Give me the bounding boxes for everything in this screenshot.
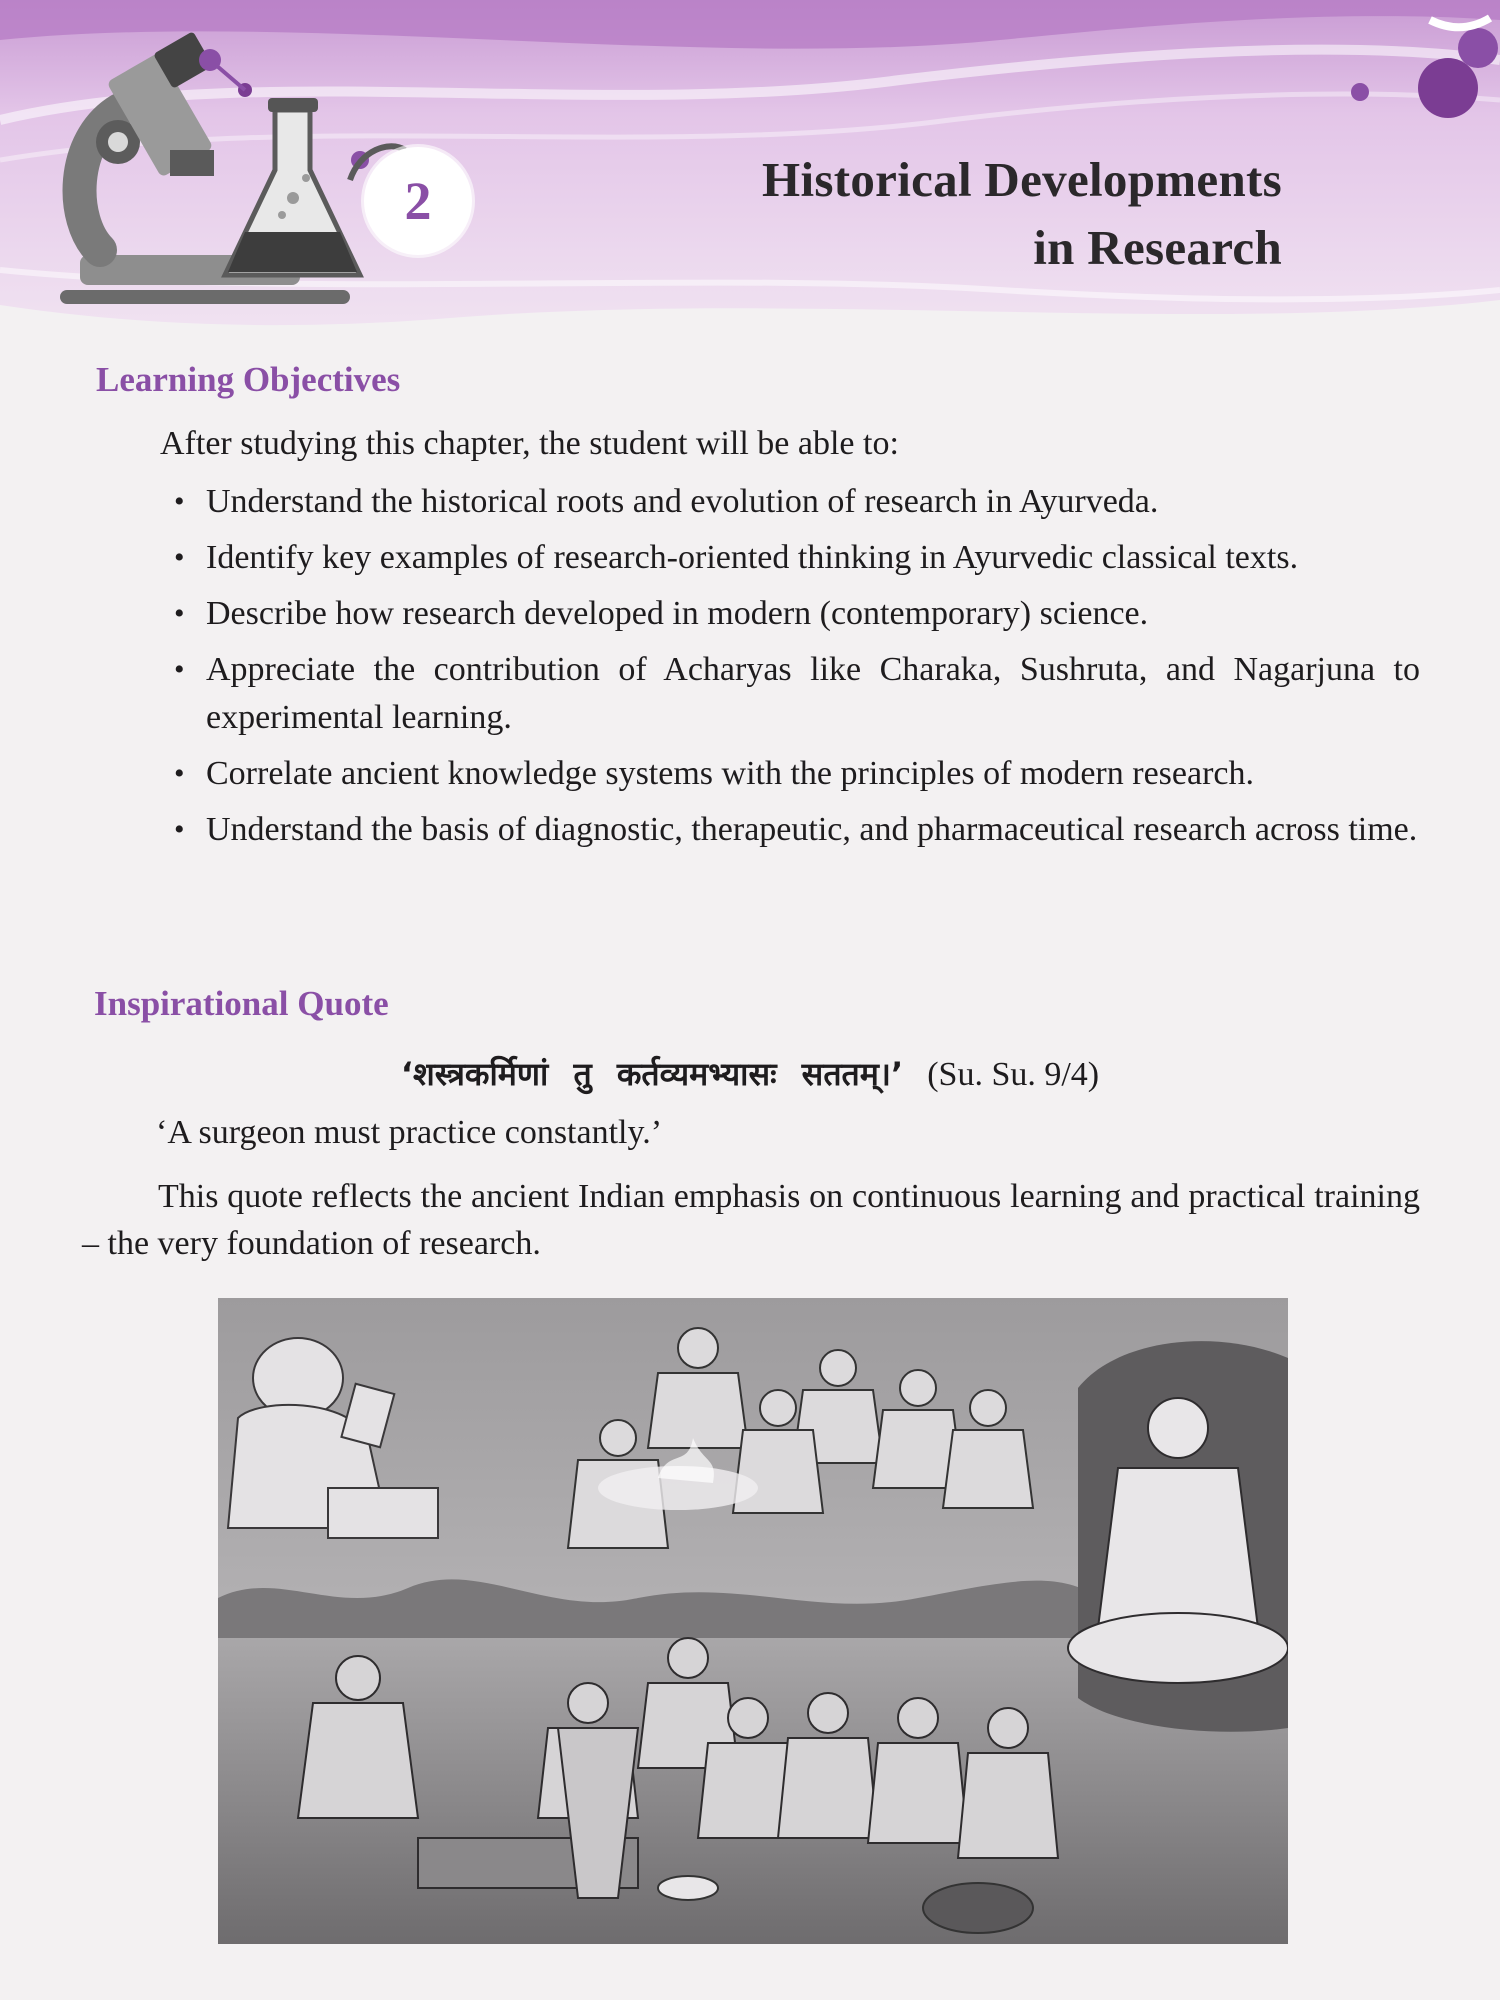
list-item: [172, 590, 1420, 638]
bullet-icon: •: [174, 757, 185, 790]
objective-text: Understand the basis of diagnostic, therapeutic, and pharmaceutical research across time.: [206, 811, 1418, 848]
ancient-surgery-illustration: [218, 1298, 1288, 1944]
bullet-icon: •: [174, 597, 185, 630]
ancient-surgery-illustration-icon: [218, 1298, 1288, 1944]
chapter-banner: [0, 0, 1500, 340]
objective-text: Identify key examples of research-oriented thinking in Ayurvedic classical texts.: [206, 539, 1299, 576]
bullet-icon: •: [174, 485, 185, 518]
list-item: [172, 478, 1420, 526]
objective-text: Describe how research developed in modern (contemporary) science.: [206, 595, 1149, 632]
list-item: [172, 806, 1420, 854]
objective-text: Understand the historical roots and evolution of research in Ayurveda.: [206, 483, 1159, 520]
list-item: [172, 646, 1420, 742]
chapter-title: [762, 146, 1282, 282]
list-item: [172, 534, 1420, 582]
microscope-flask-icon: [60, 0, 420, 320]
quote-explanation: This quote reflects the ancient Indian emphasis on continuous learning and practical training – the very foundation of research.: [82, 1178, 1420, 1262]
list-item: [172, 750, 1420, 798]
chapter-number: 2: [404, 171, 432, 231]
chapter-title-line-1: Historical Developments: [762, 152, 1282, 207]
objectives-intro: After studying this chapter, the student will be able to:: [160, 425, 899, 462]
objective-text: Correlate ancient knowledge systems with the principles of modern research.: [206, 755, 1254, 792]
bullet-icon: •: [174, 813, 185, 846]
quote-translation: ‘A surgeon must practice constantly.’: [156, 1114, 663, 1151]
bullet-icon: •: [174, 653, 185, 686]
chapter-title-line-2: in Research: [1033, 220, 1282, 275]
chapter-number-badge: [364, 147, 472, 255]
quote-reference: (Su. Su. 9/4): [927, 1056, 1100, 1093]
objectives-list: [172, 478, 1420, 862]
objective-text: Appreciate the contribution of Acharyas like Charaka, Sushruta, and Nagarjuna to experimental learning.: [206, 651, 1420, 736]
learning-objectives-heading: Learning Objectives: [96, 360, 401, 399]
sanskrit-quote: [0, 1052, 1500, 1095]
bullet-icon: •: [174, 541, 185, 574]
sanskrit-quote-text: ‘शस्त्रकर्मिणां तु कर्तव्यमभ्यासः सततम्।’: [400, 1055, 904, 1093]
inspirational-quote-heading: Inspirational Quote: [94, 984, 389, 1023]
